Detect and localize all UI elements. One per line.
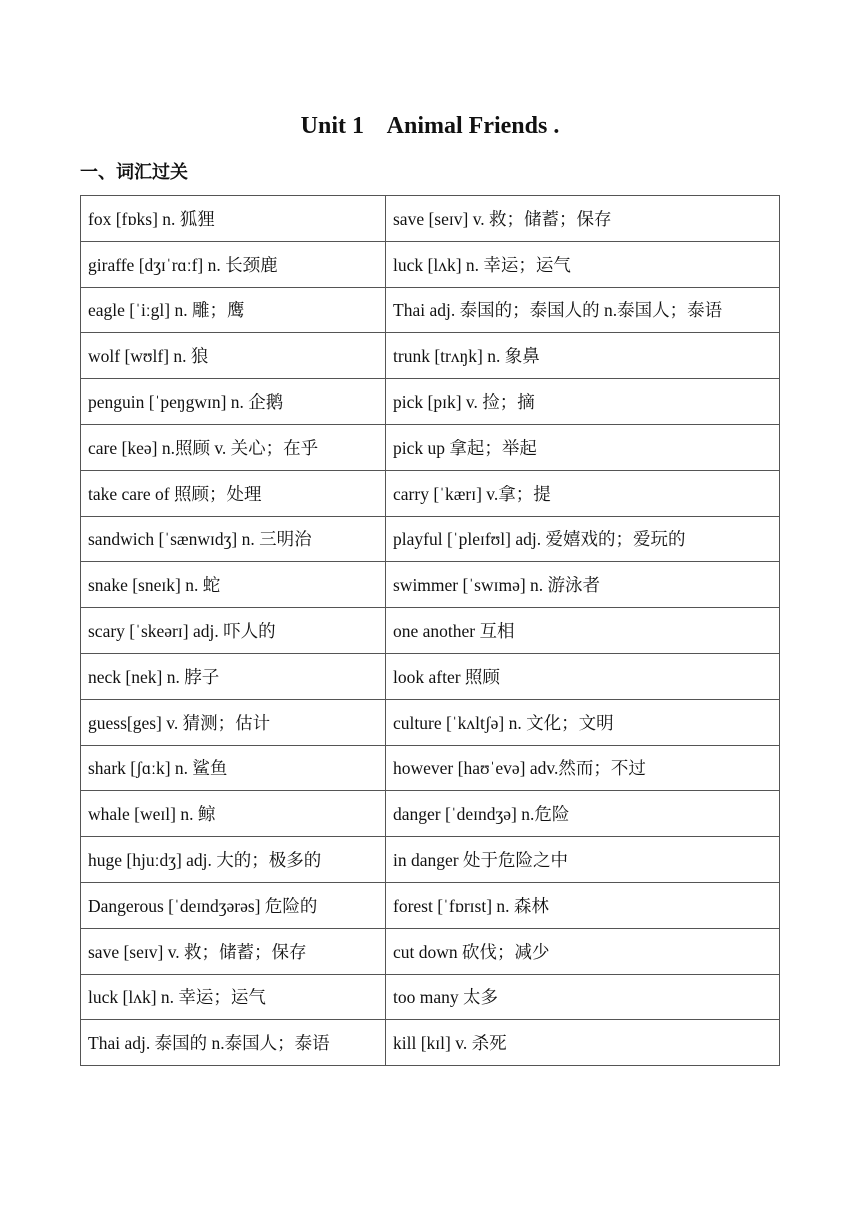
vocab-cell-left: penguin [ˈpeŋgwɪn] n. 企鹅 bbox=[81, 379, 386, 425]
vocab-cell-left: wolf [wʊlf] n. 狼 bbox=[81, 333, 386, 379]
table-row bbox=[81, 882, 780, 928]
vocab-cell-right: too many 太多 bbox=[386, 974, 780, 1020]
table-row bbox=[81, 196, 780, 242]
vocab-cell-right: culture [ˈkʌltʃə] n. 文化；文明 bbox=[386, 699, 780, 745]
vocab-cell-left: Thai adj. 泰国的 n.泰国人；泰语 bbox=[81, 1020, 386, 1066]
section-heading: 一、词汇过关 bbox=[80, 162, 188, 183]
vocab-cell-left: save [seɪv] v. 救；储蓄；保存 bbox=[81, 928, 386, 974]
vocab-cell-left: luck [lʌk] n. 幸运；运气 bbox=[81, 974, 386, 1020]
vocab-cell-right: luck [lʌk] n. 幸运；运气 bbox=[386, 241, 780, 287]
vocab-cell-right: look after 照顾 bbox=[386, 653, 780, 699]
vocab-cell-right: save [seɪv] v. 救；储蓄；保存 bbox=[386, 196, 780, 242]
vocabulary-table-body bbox=[81, 196, 780, 1066]
vocab-cell-right: forest [ˈfɒrɪst] n. 森林 bbox=[386, 882, 780, 928]
vocab-cell-right: playful [ˈpleɪfʊl] adj. 爱嬉戏的；爱玩的 bbox=[386, 516, 780, 562]
vocab-cell-left: sandwich [ˈsænwɪdʒ] n. 三明治 bbox=[81, 516, 386, 562]
table-row bbox=[81, 791, 780, 837]
vocab-cell-right: cut down 砍伐；减少 bbox=[386, 928, 780, 974]
vocab-cell-left: eagle [ˈiːgl] n. 雕；鹰 bbox=[81, 287, 386, 333]
vocab-cell-right: kill [kɪl] v. 杀死 bbox=[386, 1020, 780, 1066]
vocab-cell-right: trunk [trʌŋk] n. 象鼻 bbox=[386, 333, 780, 379]
vocab-cell-right: however [haʊˈevə] adv.然而；不过 bbox=[386, 745, 780, 791]
table-row bbox=[81, 974, 780, 1020]
vocab-cell-left: scary [ˈskeərɪ] adj. 吓人的 bbox=[81, 608, 386, 654]
table-row bbox=[81, 516, 780, 562]
vocab-cell-right: one another 互相 bbox=[386, 608, 780, 654]
table-row bbox=[81, 699, 780, 745]
vocab-cell-left: shark [ʃɑːk] n. 鲨鱼 bbox=[81, 745, 386, 791]
vocab-cell-left: snake [sneɪk] n. 蛇 bbox=[81, 562, 386, 608]
vocab-cell-left: take care of 照顾；处理 bbox=[81, 470, 386, 516]
vocab-cell-left: huge [hjuːdʒ] adj. 大的；极多的 bbox=[81, 837, 386, 883]
vocab-cell-right: Thai adj. 泰国的；泰国人的 n.泰国人；泰语 bbox=[386, 287, 780, 333]
vocab-cell-left: guess[ges] v. 猜测；估计 bbox=[81, 699, 386, 745]
vocab-cell-right: swimmer [ˈswɪmə] n. 游泳者 bbox=[386, 562, 780, 608]
table-row bbox=[81, 379, 780, 425]
vocab-cell-left: fox [fɒks] n. 狐狸 bbox=[81, 196, 386, 242]
vocab-cell-left: care [keə] n.照顾 v. 关心；在乎 bbox=[81, 424, 386, 470]
table-row bbox=[81, 745, 780, 791]
table-row bbox=[81, 241, 780, 287]
vocab-cell-left: giraffe [dʒɪˈrɑːf] n. 长颈鹿 bbox=[81, 241, 386, 287]
vocab-cell-right: in danger 处于危险之中 bbox=[386, 837, 780, 883]
table-row bbox=[81, 928, 780, 974]
table-row bbox=[81, 470, 780, 516]
table-row bbox=[81, 287, 780, 333]
table-row bbox=[81, 653, 780, 699]
vocab-cell-right: pick [pɪk] v. 捡；摘 bbox=[386, 379, 780, 425]
vocab-cell-left: neck [nek] n. 脖子 bbox=[81, 653, 386, 699]
page-title: Unit 1 Animal Friends . bbox=[300, 113, 560, 139]
table-row bbox=[81, 333, 780, 379]
table-row bbox=[81, 608, 780, 654]
vocab-cell-right: danger [ˈdeɪndʒə] n.危险 bbox=[386, 791, 780, 837]
table-row bbox=[81, 562, 780, 608]
vocab-cell-left: Dangerous [ˈdeɪndʒərəs] 危险的 bbox=[81, 882, 386, 928]
vocabulary-table bbox=[80, 195, 780, 1066]
table-row bbox=[81, 837, 780, 883]
table-row bbox=[81, 1020, 780, 1066]
vocab-cell-left: whale [weɪl] n. 鲸 bbox=[81, 791, 386, 837]
vocab-cell-right: pick up 拿起；举起 bbox=[386, 424, 780, 470]
table-row bbox=[81, 424, 780, 470]
vocab-cell-right: carry [ˈkærɪ] v.拿；提 bbox=[386, 470, 780, 516]
